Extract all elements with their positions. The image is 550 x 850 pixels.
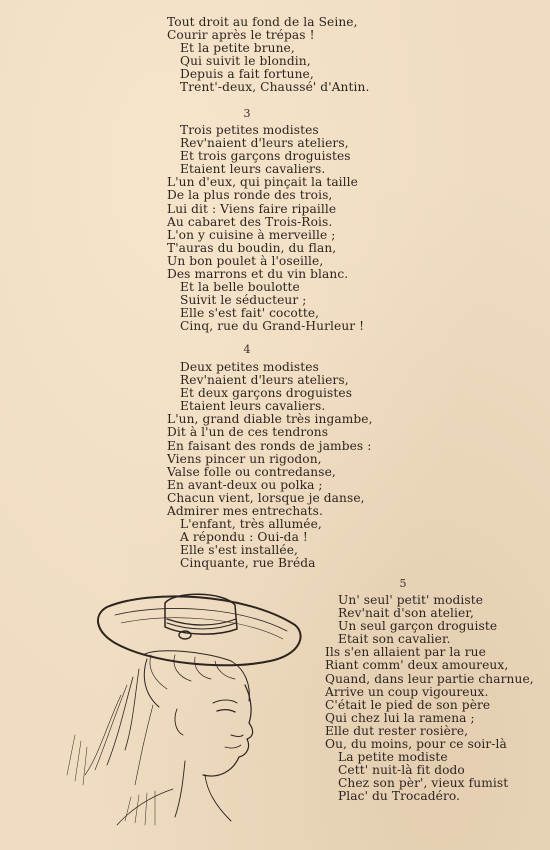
verse-line: Trois petites modistes (180, 123, 319, 137)
verse-line: C'était le pied de son père (325, 697, 491, 712)
verse-line: Et la belle boulotte (180, 280, 300, 295)
verse-line: Dit à l'un de ces tendrons (167, 425, 329, 440)
stanza-3 (167, 124, 364, 334)
verse-line: Rev'naient d'leurs ateliers, (180, 136, 349, 151)
verse-line: Courir après le trépas ! (167, 28, 315, 43)
verse-line: Tout droit au fond de la Seine, (167, 15, 358, 29)
verse-line: Des marrons et du vin blanc. (167, 267, 349, 282)
stanza-number-4: 4 (243, 343, 251, 356)
verse-line: Un bon poulet à l'oseille, (167, 253, 324, 268)
verse-line: En avant-deux ou polka ; (167, 477, 323, 492)
verse-line: L'un, grand diable très ingambe, (167, 412, 373, 427)
verse-line: Elle s'est installée, (180, 543, 298, 558)
verse-line: En faisant des ronds de jambes : (167, 438, 372, 453)
verse-line: Deux petites modistes (180, 360, 319, 374)
verse-line: Cett' nuit-là fit dodo (338, 763, 465, 778)
verse-line: Chacun vient, lorsque je danse, (167, 490, 365, 505)
verse-line: Quand, dans leur partie charnue, (325, 671, 534, 686)
verse-line: Lui dit : Viens faire ripaille (167, 201, 337, 216)
verse-line: Qui chez lui la ramena ; (325, 710, 475, 725)
verse-line: L'un d'eux, qui pinçait la taille (167, 175, 358, 190)
verse-line: L'enfant, très allumée, (180, 517, 322, 532)
stanza-ending-previous (167, 16, 369, 95)
stanza-number-3: 3 (243, 107, 251, 120)
stanza-number-5: 5 (399, 577, 407, 590)
verse-line: L'on y cuisine à merveille ; (167, 227, 336, 242)
woman-with-boater-hat-icon (55, 585, 310, 835)
verse-line: Depuis a fait fortune, (180, 67, 314, 82)
stanza-5 (325, 594, 534, 804)
verse-line: Rev'naient d'leurs ateliers, (180, 373, 349, 388)
verse-line: Elle s'est fait' cocotte, (180, 306, 320, 321)
verse-line: Et trois garçons droguistes (180, 149, 351, 164)
verse-line: Admirer mes entrechats. (167, 504, 323, 519)
verse-line: Elle dut rester rosière, (325, 723, 469, 738)
verse-line: Ou, du moins, pour ce soir-là (325, 737, 507, 752)
verse-line: T'auras du boudin, du flan, (167, 240, 337, 255)
verse-line: Rev'nait d'son atelier, (338, 606, 474, 621)
verse-line: A répondu : Oui-da ! (180, 530, 308, 545)
verse-line: Etaient leurs cavaliers. (180, 162, 326, 177)
verse-line: Cinq, rue du Grand-Hurleur ! (180, 319, 365, 334)
verse-line: Suivit le séducteur ; (180, 293, 307, 308)
verse-line: Ils s'en allaient par la rue (325, 645, 486, 660)
verse-line: Qui suivit le blondin, (180, 54, 311, 69)
verse-line: Riant comm' deux amoureux, (325, 658, 509, 673)
verse-line: Cinquante, rue Bréda (180, 556, 316, 571)
verse-line: Trent'-deux, Chaussé' d'Antin. (180, 80, 370, 95)
stanza-4 (167, 361, 373, 571)
verse-line: Etait son cavalier. (338, 632, 451, 647)
verse-line: Chez son pèr', vieux fumist (338, 776, 509, 791)
verse-line: Arrive un coup vigoureux. (325, 684, 489, 699)
verse-line: Valse folle ou contredanse, (167, 464, 336, 479)
verse-line: Et deux garçons droguistes (180, 386, 353, 401)
verse-line: Viens pincer un rigodon, (167, 451, 322, 466)
verse-line: Au cabaret des Trois-Rois. (167, 214, 333, 229)
verse-line: Et la petite brune, (180, 41, 295, 56)
verse-line: Un' seul' petit' modiste (338, 593, 484, 607)
verse-line: La petite modiste (338, 750, 448, 765)
verse-line: Un seul garçon droguiste (338, 619, 498, 634)
verse-line: Plac' du Trocadéro. (338, 789, 461, 804)
verse-line: De la plus ronde des trois, (167, 188, 333, 203)
verse-line: Etaient leurs cavaliers. (180, 399, 326, 414)
